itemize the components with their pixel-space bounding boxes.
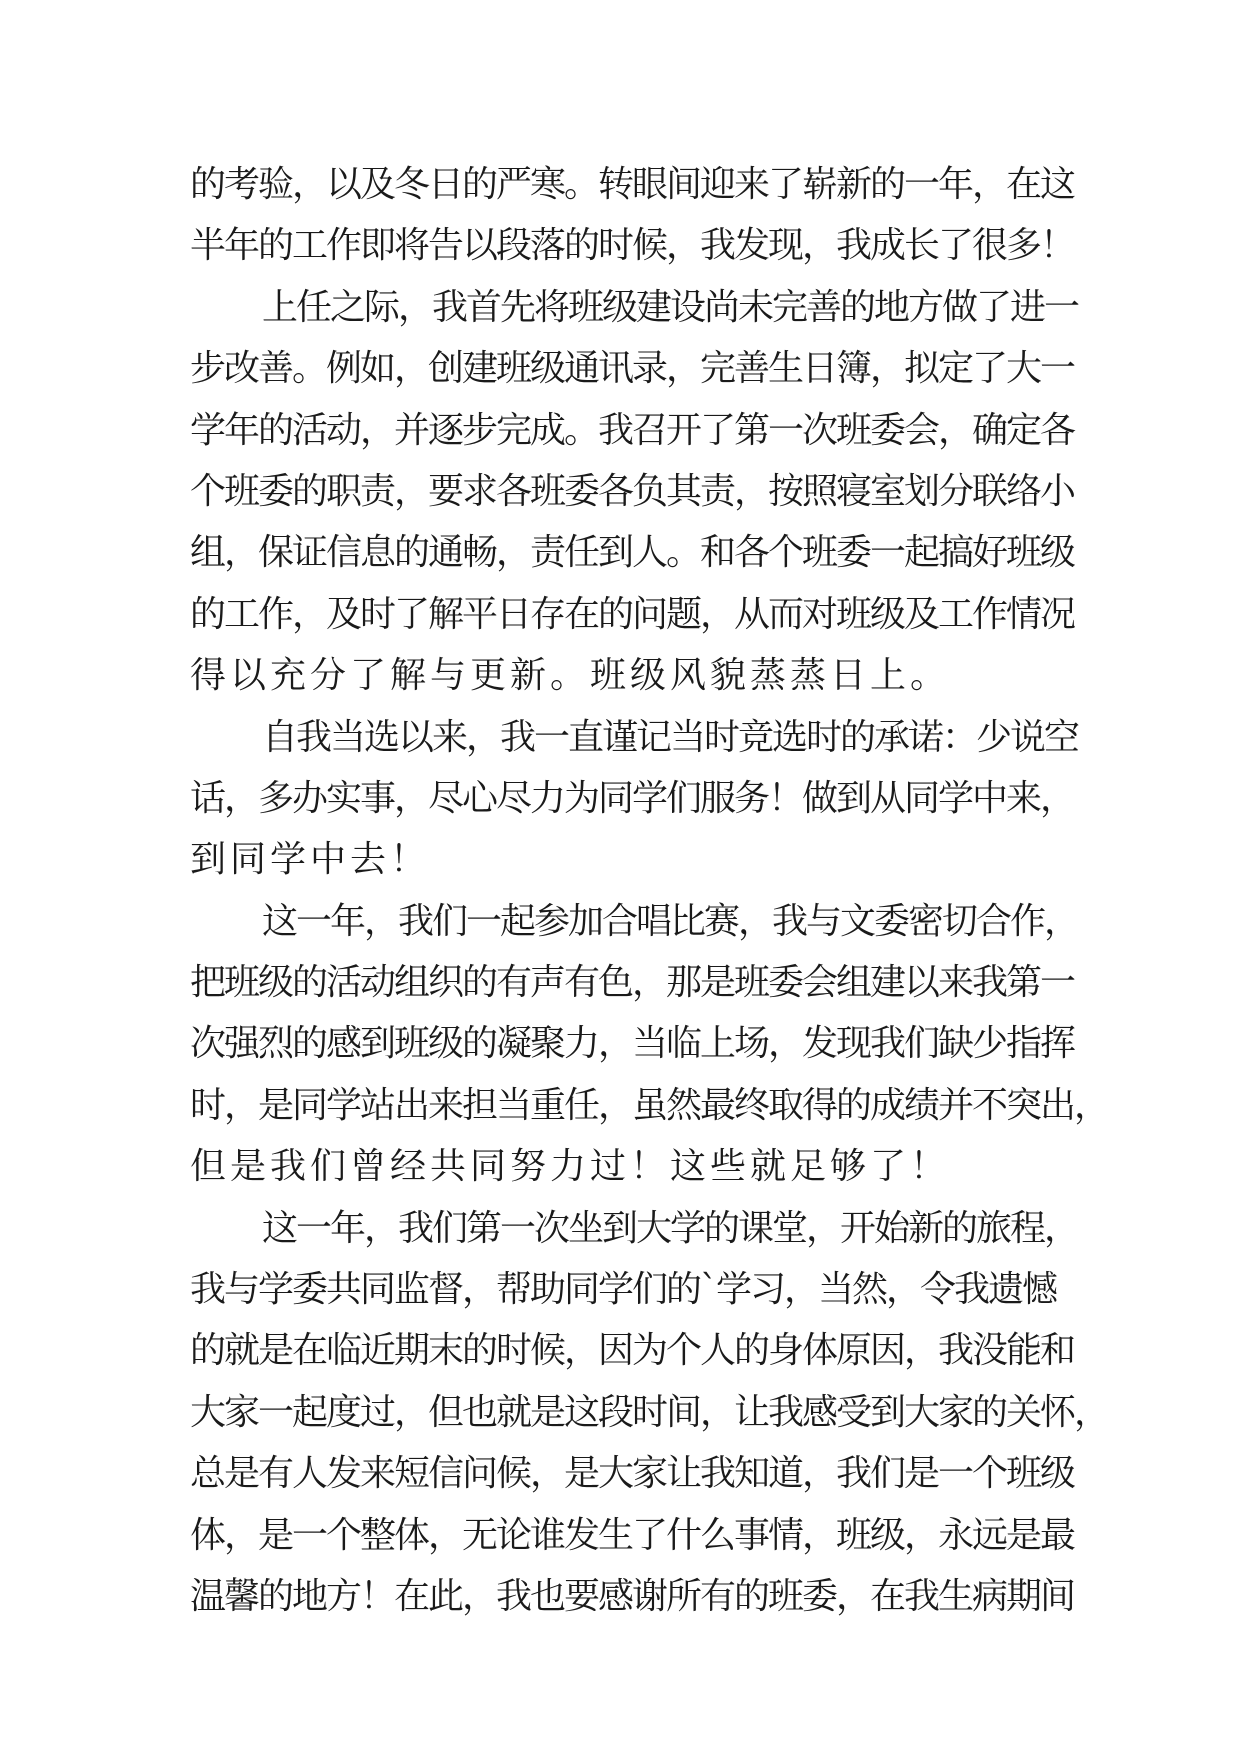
text-line: 半年的工作即将告以段落的时候，我发现，我成长了很多！ xyxy=(190,225,1075,267)
text-line: 话，多办实事，尽心尽力为同学们服务！做到从同学中来， xyxy=(190,777,1075,819)
text-line: 学年的活动，并逐步完成。我召开了第一次班委会，确定各 xyxy=(190,409,1075,451)
text-line: 的就是在临近期末的时候，因为个人的身体原因，我没能和 xyxy=(190,1330,1075,1372)
text-line: 大家一起度过，但也就是这段时间，让我感受到大家的关怀， xyxy=(190,1391,1109,1433)
document-body xyxy=(190,154,1109,1627)
text-line: 到同学中去！ xyxy=(190,839,431,881)
text-line: 步改善。例如，创建班级通讯录，完善生日簿，拟定了大一 xyxy=(190,348,1075,390)
text-line: 得以充分了解与更新。班级风貌蒸蒸日上。 xyxy=(190,655,951,697)
text-line: 自我当选以来，我一直谨记当时竞选时的承诺：少说空 xyxy=(262,716,1079,758)
text-line: 总是有人发来短信问候，是大家让我知道，我们是一个班级 xyxy=(190,1453,1075,1495)
text-line: 的工作，及时了解平日存在的问题，从而对班级及工作情况 xyxy=(190,593,1075,635)
text-line: 的考验，以及冬日的严寒。转眼间迎来了崭新的一年，在这 xyxy=(190,164,1075,205)
text-line: 把班级的活动组织的有声有色，那是班委会组建以来我第一 xyxy=(190,962,1075,1004)
text-line: 个班委的职责，要求各班委各负其责，按照寝室划分联络小 xyxy=(190,470,1075,512)
text-line: 我与学委共同监督，帮助同学们的`学习，当然，令我遗憾 xyxy=(190,1269,1057,1311)
text-line: 时，是同学站出来担当重任，虽然最终取得的成绩并不突出， xyxy=(190,1084,1109,1126)
text-line: 这一年，我们一起参加合唱比赛，我与文委密切合作， xyxy=(262,900,1079,942)
text-line: 温馨的地方！在此，我也要感谢所有的班委，在我生病期间 xyxy=(190,1575,1075,1617)
text-line: 体，是一个整体，无论谁发生了什么事情，班级，永远是最 xyxy=(190,1514,1075,1556)
text-line: 这一年，我们第一次坐到大学的课堂，开始新的旅程， xyxy=(262,1207,1079,1249)
text-line: 组，保证信息的通畅，责任到人。和各个班委一起搞好班级 xyxy=(190,532,1075,574)
text-line: 次强烈的感到班级的凝聚力，当临上场，发现我们缺少指挥 xyxy=(190,1023,1075,1065)
text-line: 但是我们曾经共同努力过！这些就足够了！ xyxy=(190,1146,951,1188)
text-line: 上任之际，我首先将班级建设尚未完善的地方做了进一 xyxy=(262,286,1079,328)
